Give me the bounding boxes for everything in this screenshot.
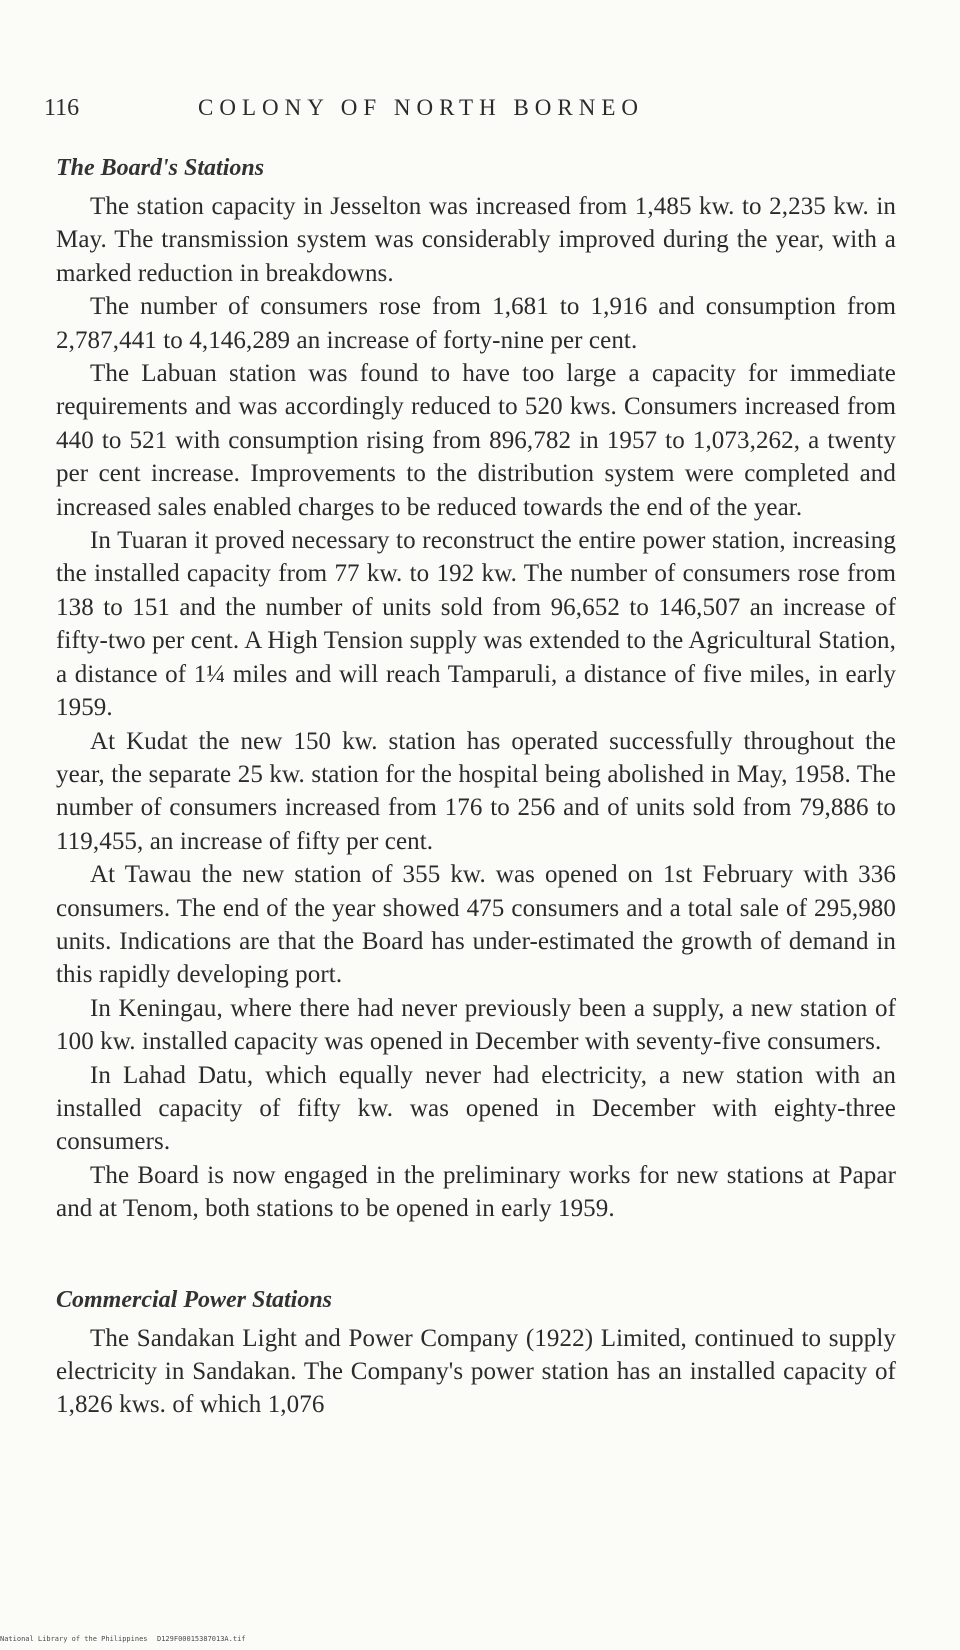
page-header bbox=[44, 88, 884, 128]
paragraph-jesselton: The station capacity in Jesselton was increased from 1,485 kw. to 2,235 kw. in May. The transmission system was considerably improved during the year, with a marked reduction in breakdowns. bbox=[56, 193, 896, 287]
section-heading-commercial-power-stations: Commercial Power Stations bbox=[56, 1286, 333, 1313]
section-heading-board-stations: The Board's Stations bbox=[56, 155, 265, 181]
paragraph-sandakan: The Sandakan Light and Power Company (1922) Limited, continued to supply electricity in Sandakan. The Company's power station has an installed capacity of 1,826 kws. of which 1,076 bbox=[56, 1324, 896, 1419]
paragraph-tuaran: In Tuaran it proved necessary to reconstruct the entire power station, increasing the installed capacity from 77 kw. to 192 kw. The number of consumers rose from 138 to 151 and the number of units sold from 96,652 to 146,507 an increase of fifty-two per cent. A High Tension supply was extended to the Agricultural Station, a distance of 1¼ miles and will reach Tamparuli, a distance of five miles, in early 1959. bbox=[56, 527, 896, 722]
paragraph-labuan: The Labuan station was found to have too large a capacity for immediate requirements and was accordingly reduced to 520 kws. Consumers increased from 440 to 521 with consumption rising from 896,782 in 1957 to 1,073,262, a twenty per cent increase. Improvements to the distribution system were completed and increased sales enabled charges to be reduced towards the end of the year. bbox=[56, 360, 896, 521]
paragraph-kudat: At Kudat the new 150 kw. station has operated successfully throughout the year, the separate 25 kw. station for the hospital being abolished in May, 1958. The number of consumers increased from 176 to 256 and of units sold from 79,886 to 119,455, an increase of fifty per cent. bbox=[56, 727, 896, 855]
running-title: COLONY OF NORTH BORNEO bbox=[198, 95, 645, 120]
library-credit: National Library of the Philippines bbox=[0, 1635, 148, 1643]
paragraph-papar-tenom: The Board is now engaged in the preliminary works for new stations at Papar and at Tenom, both stations to be opened in early 1959. bbox=[56, 1161, 896, 1223]
scan-file-id: D129F00015387013A.tif bbox=[157, 1635, 246, 1643]
paragraph-tawau: At Tawau the new station of 355 kw. was opened on 1st February with 336 consumers. The end of the year showed 475 consumers and a total sale of 295,980 units. Indications are that the Board has under-estimated the growth of demand in this rapidly developing port. bbox=[56, 861, 896, 989]
paragraph-jesselton-consumers: The number of consumers rose from 1,681 to 1,916 and consumption from 2,787,441 to 4,146,289 an increase of forty-nine per cent. bbox=[56, 293, 896, 354]
section-spacer bbox=[56, 1226, 896, 1284]
scan-footer bbox=[0, 1632, 960, 1646]
page-content bbox=[56, 152, 896, 1422]
paragraph-keningau: In Keningau, where there had never previously been a supply, a new station of 100 kw. installed capacity was opened in December with seventy-five consumers. bbox=[56, 994, 896, 1056]
paragraph-lahad-datu: In Lahad Datu, which equally never had electricity, a new station with an installed capacity of fifty kw. was opened in December with eighty-three consumers. bbox=[56, 1061, 896, 1156]
page-number: 116 bbox=[44, 95, 80, 121]
